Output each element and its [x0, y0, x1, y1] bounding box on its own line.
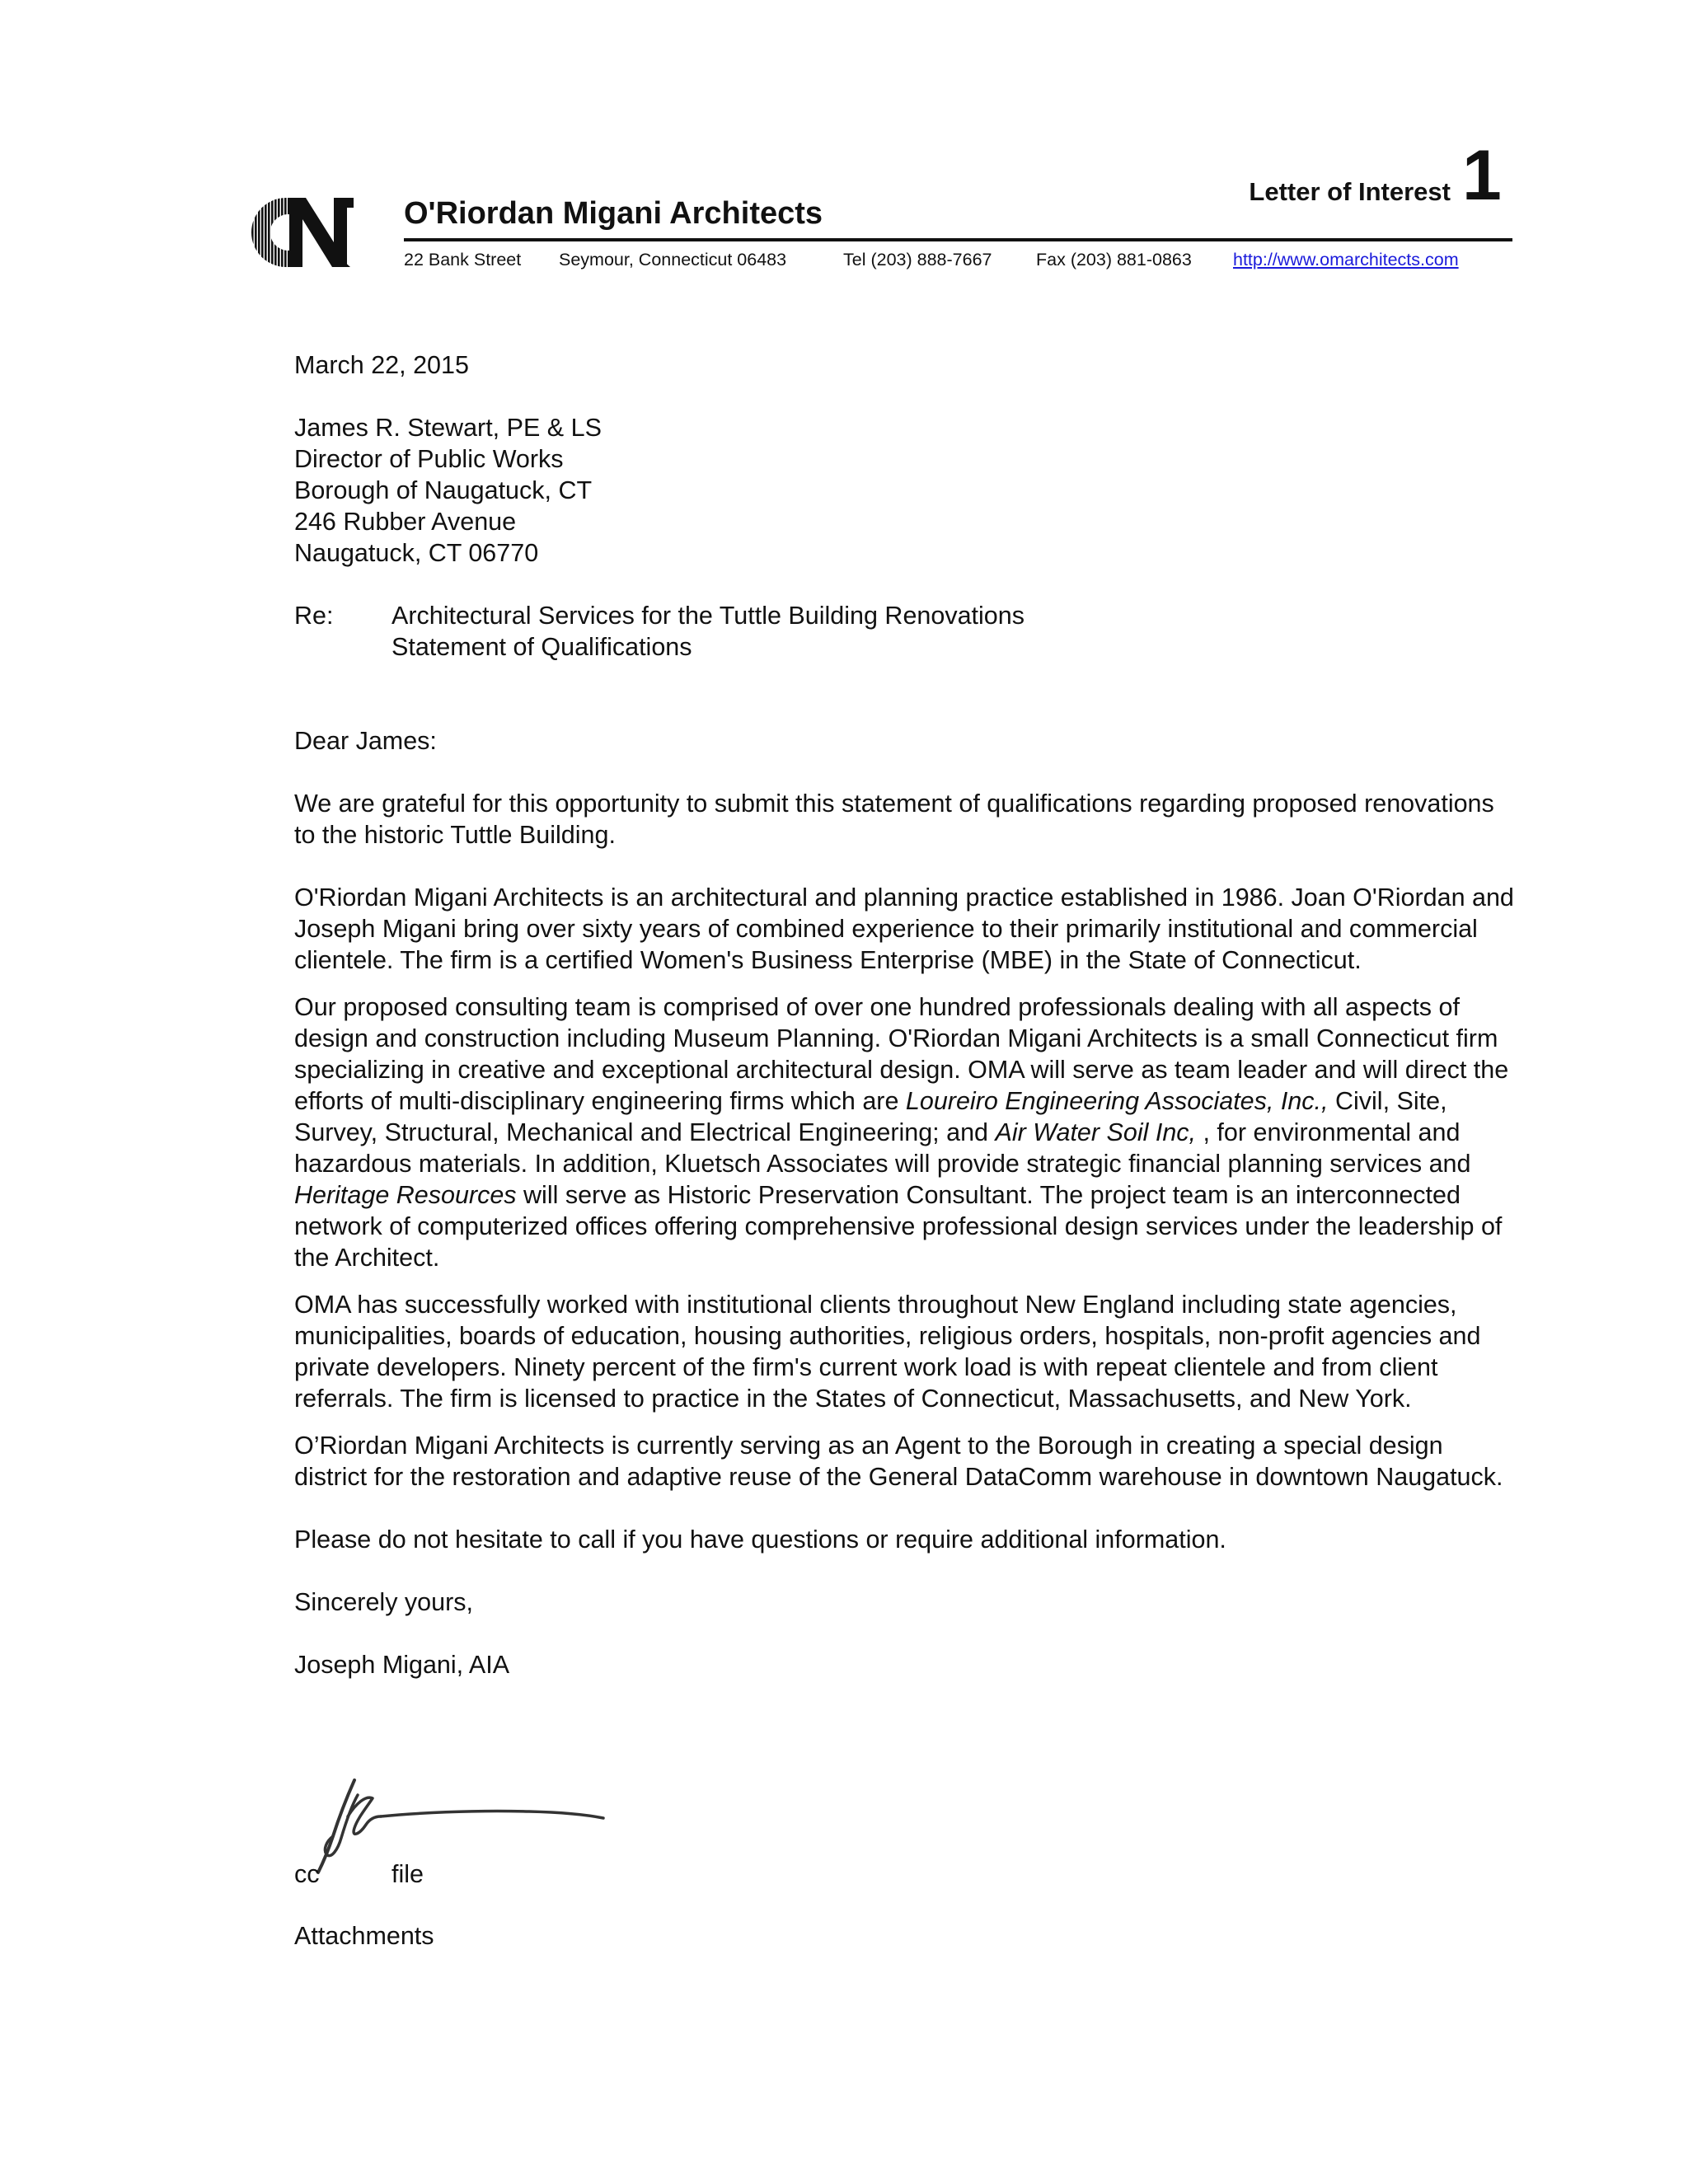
address-city: Seymour, Connecticut 06483	[559, 250, 787, 269]
address-street: 22 Bank Street	[404, 250, 522, 269]
subject-lines	[392, 600, 1025, 663]
recipient-line: James R. Stewart, PE & LS	[294, 414, 602, 442]
recipient-line: 246 Rubber Avenue	[294, 508, 517, 536]
firm-name-italic: Loureiro Engineering Associates, Inc.,	[905, 1087, 1329, 1115]
closing: Sincerely yours,	[294, 1588, 473, 1616]
letter-date: March 22, 2015	[294, 351, 469, 379]
paragraph-firm-background: O'Riordan Migani Architects is an architectural and planning practice established in 1986. Joan O'Riordan and Joseph Migani bring over sixty years of combined experience to their primarily institutional and commercial clientele. The firm is a certified Women's Business Enterprise (MBE) in the State of Connecticut.	[294, 883, 1514, 974]
recipient-line: Naugatuck, CT 06770	[294, 539, 539, 567]
address-tel: Tel (203) 888-7667	[843, 250, 992, 269]
paragraph-intro: We are grateful for this opportunity to submit this statement of qualifications regarding proposed renovations to the historic Tuttle Building.	[294, 790, 1494, 849]
paragraph-text: will serve as Historic Preservation Consultant. The project team is an interconnected network of computerized offices offering comprehensive professional design services under the leadership of the Architect.	[294, 1181, 1503, 1272]
firm-logo-icon	[251, 198, 354, 267]
website-link[interactable]: http://www.omarchitects.com	[1233, 250, 1459, 269]
cc-value: file	[392, 1860, 424, 1888]
document-number: 1	[1462, 136, 1502, 215]
subject-label: Re:	[294, 602, 334, 630]
recipient-block	[294, 412, 1514, 569]
address-fax: Fax (203) 881-0863	[1036, 250, 1192, 269]
subject-block	[294, 600, 1514, 663]
recipient-line: Director of Public Works	[294, 445, 564, 473]
firm-name-italic: Air Water Soil Inc,	[995, 1118, 1197, 1146]
subject-line: Architectural Services for the Tuttle Building Renovations	[392, 602, 1025, 630]
paragraph-text: , for environmental and hazardous materials. In addition, Kluetsch Associates will provide strategic financial planning services and	[294, 1118, 1471, 1178]
paragraph-consulting-team	[294, 991, 1514, 1273]
document-label: Letter of Interest	[1249, 177, 1451, 206]
cc-label: cc	[294, 1860, 320, 1888]
attachments-note: Attachments	[294, 1922, 434, 1950]
firm-name: O'Riordan Migani Architects	[404, 196, 823, 231]
firm-name-italic: Heritage Resources	[294, 1181, 517, 1209]
signatory-name: Joseph Migani, AIA	[294, 1651, 510, 1679]
salutation: Dear James:	[294, 727, 437, 755]
header-divider	[404, 238, 1512, 241]
recipient-line: Borough of Naugatuck, CT	[294, 476, 593, 504]
paragraph-closing-request: Please do not hesitate to call if you have questions or require additional information.	[294, 1526, 1226, 1554]
paragraph-text: Our proposed consulting team is comprised of over one hundred professionals dealing with all aspects of design and construction including Museum Planning. O'Riordan Migani Architects is a small Connecticut firm specializing in creative and exceptional architectural design. OMA will serve as team leader and will direct the efforts of multi-disciplinary engineering firms which are	[294, 993, 1509, 1115]
letter-body	[294, 349, 1514, 1680]
subject-line: Statement of Qualifications	[392, 633, 692, 661]
paragraph-current-work: O’Riordan Migani Architects is currently serving as an Agent to the Borough in creating a special design district for the restoration and adaptive reuse of the General DataComm warehouse in downtown Naugatuck.	[294, 1432, 1503, 1491]
cc-line	[294, 1858, 424, 1890]
paragraph-clients: OMA has successfully worked with institutional clients throughout New England including state agencies, municipalities, boards of education, housing authorities, religious orders, hospitals, non-profit agencies and private developers. Ninety percent of the firm's current work load is with repeat clientele and from client referrals. The firm is licensed to practice in the States of Connecticut, Massachusetts, and New York.	[294, 1291, 1481, 1413]
paragraph-text: Civil, Site, Survey, Structural, Mechanical and Electrical Engineering; and	[294, 1087, 1447, 1146]
